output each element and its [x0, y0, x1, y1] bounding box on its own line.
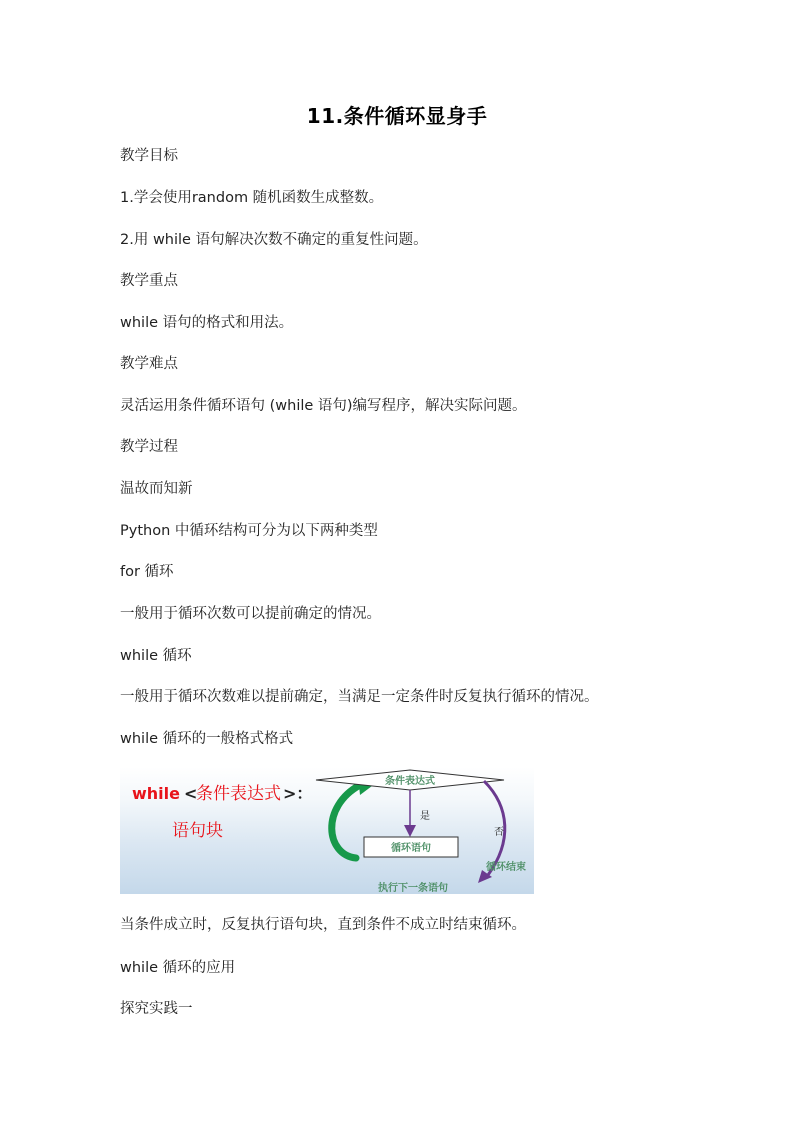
heading-key-points: 教学重点: [120, 273, 178, 289]
loop-end-label: 循环结束: [486, 862, 526, 873]
next-statement-label: 执行下一条语句: [378, 883, 448, 894]
difficulty-text: 灵活运用条件循环语句 (while 语句)编写程序，解决实际问题。: [120, 398, 527, 414]
condition-expression: 条件表达式: [196, 784, 281, 804]
review-heading: 温故而知新: [120, 481, 193, 497]
heading-difficulties: 教学难点: [120, 356, 178, 372]
for-loop-heading: for 循环: [120, 564, 174, 580]
loop-body-label: 循环语句: [391, 843, 431, 854]
heading-teaching-goals: 教学目标: [120, 148, 178, 164]
while-flowchart: [120, 767, 534, 894]
heading-process: 教学过程: [120, 439, 178, 455]
diamond-label: 条件表达式: [385, 776, 435, 787]
while-format-heading: while 循环的一般格式格式: [120, 731, 294, 747]
loop-back-arrow: [332, 785, 360, 858]
while-loop-diagram: [120, 767, 534, 894]
practice-one-heading: 探究实践一: [120, 1001, 193, 1017]
loop-types-text: Python 中循环结构可分为以下两种类型: [120, 523, 378, 539]
no-label: 否: [494, 827, 504, 838]
close-bracket: >：: [283, 784, 313, 803]
condition-explanation: 当条件成立时，反复执行语句块，直到条件不成立时结束循环。: [120, 917, 526, 933]
while-application-heading: while 循环的应用: [120, 960, 236, 976]
yes-label: 是: [420, 811, 430, 822]
goal-item-1: 1.学会使用random 随机函数生成整数。: [120, 190, 384, 206]
open-bracket: <: [184, 784, 198, 803]
while-keyword: while: [132, 784, 180, 803]
goal-item-2: 2.用 while 语句解决次数不确定的重复性问题。: [120, 232, 428, 248]
page-title: 11.条件循环显身手: [306, 104, 488, 128]
while-loop-text: 一般用于循环次数难以提前确定，当满足一定条件时反复执行循环的情况。: [120, 689, 599, 705]
key-point-text: while 语句的格式和用法。: [120, 315, 294, 331]
statement-block: 语句块: [172, 821, 223, 841]
while-loop-heading: while 循环: [120, 648, 192, 664]
for-loop-text: 一般用于循环次数可以提前确定的情况。: [120, 606, 381, 622]
